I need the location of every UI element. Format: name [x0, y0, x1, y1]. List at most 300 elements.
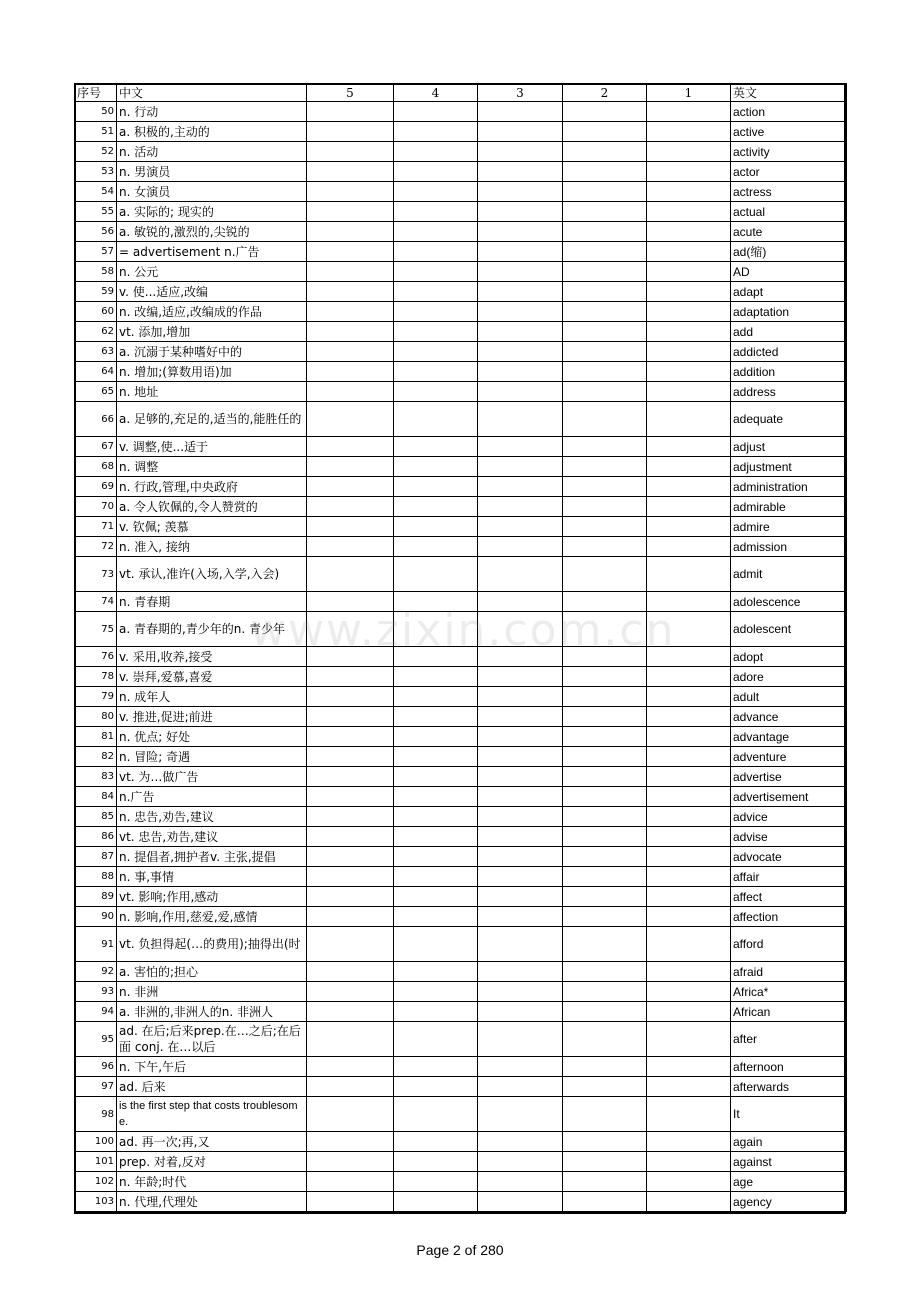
row-chinese: vt. 添加,增加 — [117, 322, 307, 342]
score-cell-4 — [394, 222, 478, 242]
row-chinese: a. 非洲的,非洲人的n. 非洲人 — [117, 1002, 307, 1022]
score-cell-5 — [307, 382, 394, 402]
row-english: advice — [731, 807, 847, 827]
row-chinese: vt. 为…做广告 — [117, 767, 307, 787]
row-english: adaptation — [731, 302, 847, 322]
row-english: African — [731, 1002, 847, 1022]
row-chinese: vt. 承认,准许(入场,入学,入会) — [117, 557, 307, 592]
score-cell-2 — [563, 1132, 647, 1152]
table-row — [75, 867, 847, 887]
score-cell-3 — [478, 1057, 563, 1077]
header-col-5: 5 — [307, 84, 394, 102]
row-english: add — [731, 322, 847, 342]
score-cell-1 — [647, 402, 731, 437]
score-cell-4 — [394, 402, 478, 437]
row-chinese: v. 崇拜,爱慕,喜爱 — [117, 667, 307, 687]
score-cell-5 — [307, 1022, 394, 1057]
score-cell-1 — [647, 1077, 731, 1097]
row-english: addicted — [731, 342, 847, 362]
score-cell-4 — [394, 807, 478, 827]
score-cell-2 — [563, 747, 647, 767]
score-cell-4 — [394, 122, 478, 142]
header-chinese: 中文 — [117, 84, 307, 102]
row-english: adopt — [731, 647, 847, 667]
score-cell-2 — [563, 302, 647, 322]
row-index: 102 — [75, 1172, 117, 1192]
table-row — [75, 402, 847, 437]
score-cell-4 — [394, 517, 478, 537]
score-cell-2 — [563, 342, 647, 362]
row-chinese: n. 非洲 — [117, 982, 307, 1002]
row-chinese: n. 年龄;时代 — [117, 1172, 307, 1192]
score-cell-1 — [647, 102, 731, 122]
row-index: 87 — [75, 847, 117, 867]
row-english: age — [731, 1172, 847, 1192]
score-cell-5 — [307, 807, 394, 827]
score-cell-1 — [647, 262, 731, 282]
score-cell-4 — [394, 322, 478, 342]
score-cell-5 — [307, 557, 394, 592]
row-index: 78 — [75, 667, 117, 687]
row-english: advertise — [731, 767, 847, 787]
row-chinese: ad. 再一次;再,又 — [117, 1132, 307, 1152]
score-cell-1 — [647, 887, 731, 907]
score-cell-2 — [563, 162, 647, 182]
row-index: 79 — [75, 687, 117, 707]
table-row — [75, 122, 847, 142]
score-cell-2 — [563, 222, 647, 242]
score-cell-1 — [647, 222, 731, 242]
score-cell-5 — [307, 927, 394, 962]
table-row — [75, 537, 847, 557]
score-cell-2 — [563, 1057, 647, 1077]
table-row — [75, 1132, 847, 1152]
row-index: 58 — [75, 262, 117, 282]
score-cell-4 — [394, 382, 478, 402]
table-row — [75, 907, 847, 927]
row-chinese: ad. 后来 — [117, 1077, 307, 1097]
row-english: agency — [731, 1192, 847, 1212]
score-cell-4 — [394, 707, 478, 727]
score-cell-5 — [307, 102, 394, 122]
score-cell-3 — [478, 437, 563, 457]
score-cell-5 — [307, 322, 394, 342]
row-english: active — [731, 122, 847, 142]
row-chinese: n. 公元 — [117, 262, 307, 282]
score-cell-4 — [394, 907, 478, 927]
row-english: adore — [731, 667, 847, 687]
score-cell-5 — [307, 122, 394, 142]
row-english: adequate — [731, 402, 847, 437]
score-cell-5 — [307, 827, 394, 847]
table-row — [75, 222, 847, 242]
table-row — [75, 687, 847, 707]
score-cell-5 — [307, 1002, 394, 1022]
score-cell-1 — [647, 497, 731, 517]
score-cell-4 — [394, 847, 478, 867]
score-cell-2 — [563, 282, 647, 302]
row-index: 71 — [75, 517, 117, 537]
score-cell-3 — [478, 342, 563, 362]
row-english: adjustment — [731, 457, 847, 477]
score-cell-2 — [563, 517, 647, 537]
score-cell-4 — [394, 1097, 478, 1132]
row-index: 67 — [75, 437, 117, 457]
score-cell-2 — [563, 687, 647, 707]
row-english: adult — [731, 687, 847, 707]
score-cell-2 — [563, 982, 647, 1002]
score-cell-1 — [647, 557, 731, 592]
score-cell-2 — [563, 962, 647, 982]
score-cell-3 — [478, 887, 563, 907]
row-english: affair — [731, 867, 847, 887]
header-col-2: 2 — [563, 84, 647, 102]
row-english: afford — [731, 927, 847, 962]
score-cell-3 — [478, 1152, 563, 1172]
score-cell-5 — [307, 182, 394, 202]
score-cell-3 — [478, 907, 563, 927]
row-index: 51 — [75, 122, 117, 142]
score-cell-2 — [563, 807, 647, 827]
score-cell-3 — [478, 222, 563, 242]
score-cell-4 — [394, 982, 478, 1002]
table-row — [75, 262, 847, 282]
score-cell-2 — [563, 827, 647, 847]
score-cell-1 — [647, 807, 731, 827]
table-row — [75, 102, 847, 122]
table-row — [75, 142, 847, 162]
row-english: admission — [731, 537, 847, 557]
watermark: www.zixin.com.cn — [250, 605, 676, 656]
score-cell-3 — [478, 102, 563, 122]
score-cell-5 — [307, 537, 394, 557]
row-english: against — [731, 1152, 847, 1172]
header-col-3: 3 — [478, 84, 563, 102]
score-cell-1 — [647, 1002, 731, 1022]
row-chinese: n. 行政,管理,中央政府 — [117, 477, 307, 497]
row-chinese: n. 事,事情 — [117, 867, 307, 887]
table-row — [75, 767, 847, 787]
score-cell-1 — [647, 342, 731, 362]
score-cell-4 — [394, 302, 478, 322]
row-english: advance — [731, 707, 847, 727]
score-cell-5 — [307, 242, 394, 262]
score-cell-5 — [307, 1057, 394, 1077]
row-english: action — [731, 102, 847, 122]
score-cell-4 — [394, 1152, 478, 1172]
row-chinese: is the first step that costs troublesome. — [117, 1097, 307, 1132]
score-cell-1 — [647, 787, 731, 807]
row-index: 63 — [75, 342, 117, 362]
table-row — [75, 827, 847, 847]
row-english: Africa* — [731, 982, 847, 1002]
table-row — [75, 382, 847, 402]
score-cell-4 — [394, 887, 478, 907]
row-index: 88 — [75, 867, 117, 887]
score-cell-2 — [563, 497, 647, 517]
row-chinese: a. 沉溺于某种嗜好中的 — [117, 342, 307, 362]
row-index: 93 — [75, 982, 117, 1002]
score-cell-4 — [394, 262, 478, 282]
score-cell-3 — [478, 807, 563, 827]
table-row — [75, 1152, 847, 1172]
row-chinese: n. 改编,适应,改编成的作品 — [117, 302, 307, 322]
row-index: 100 — [75, 1132, 117, 1152]
score-cell-3 — [478, 1077, 563, 1097]
row-english: acute — [731, 222, 847, 242]
row-english: actress — [731, 182, 847, 202]
score-cell-2 — [563, 907, 647, 927]
row-english: advocate — [731, 847, 847, 867]
row-index: 82 — [75, 747, 117, 767]
score-cell-1 — [647, 202, 731, 222]
score-cell-5 — [307, 342, 394, 362]
row-index: 97 — [75, 1077, 117, 1097]
score-cell-3 — [478, 402, 563, 437]
score-cell-5 — [307, 847, 394, 867]
score-cell-3 — [478, 382, 563, 402]
table-row — [75, 497, 847, 517]
row-english: addition — [731, 362, 847, 382]
row-chinese: a. 害怕的;担心 — [117, 962, 307, 982]
score-cell-5 — [307, 867, 394, 887]
score-cell-1 — [647, 747, 731, 767]
score-cell-1 — [647, 537, 731, 557]
table-row — [75, 517, 847, 537]
score-cell-4 — [394, 242, 478, 262]
score-cell-1 — [647, 907, 731, 927]
score-cell-5 — [307, 787, 394, 807]
score-cell-4 — [394, 1057, 478, 1077]
score-cell-2 — [563, 1022, 647, 1057]
table-row — [75, 437, 847, 457]
row-index: 83 — [75, 767, 117, 787]
score-cell-2 — [563, 537, 647, 557]
row-chinese: n. 代理,代理处 — [117, 1192, 307, 1212]
score-cell-2 — [563, 767, 647, 787]
row-english: activity — [731, 142, 847, 162]
header-col-4: 4 — [394, 84, 478, 102]
table-row — [75, 1077, 847, 1097]
row-chinese: a. 青春期的,青少年的n. 青少年 — [117, 612, 307, 647]
score-cell-2 — [563, 437, 647, 457]
row-index: 69 — [75, 477, 117, 497]
score-cell-3 — [478, 322, 563, 342]
table-row — [75, 242, 847, 262]
row-index: 65 — [75, 382, 117, 402]
row-index: 101 — [75, 1152, 117, 1172]
row-index: 86 — [75, 827, 117, 847]
score-cell-5 — [307, 362, 394, 382]
score-cell-1 — [647, 142, 731, 162]
row-chinese: n. 调整 — [117, 457, 307, 477]
score-cell-3 — [478, 517, 563, 537]
row-index: 50 — [75, 102, 117, 122]
score-cell-1 — [647, 927, 731, 962]
score-cell-3 — [478, 362, 563, 382]
score-cell-4 — [394, 667, 478, 687]
row-chinese: n. 冒险; 奇遇 — [117, 747, 307, 767]
score-cell-5 — [307, 142, 394, 162]
row-chinese: a. 足够的,充足的,适当的,能胜任的 — [117, 402, 307, 437]
score-cell-5 — [307, 962, 394, 982]
score-cell-1 — [647, 162, 731, 182]
score-cell-2 — [563, 102, 647, 122]
table-row — [75, 342, 847, 362]
row-english: actual — [731, 202, 847, 222]
row-chinese: n. 准入, 接纳 — [117, 537, 307, 557]
row-chinese: v. 调整,使...适于 — [117, 437, 307, 457]
row-index: 62 — [75, 322, 117, 342]
table-row — [75, 1022, 847, 1057]
score-cell-2 — [563, 1097, 647, 1132]
row-index: 91 — [75, 927, 117, 962]
table-row — [75, 477, 847, 497]
score-cell-5 — [307, 457, 394, 477]
score-cell-3 — [478, 262, 563, 282]
row-english: after — [731, 1022, 847, 1057]
score-cell-5 — [307, 887, 394, 907]
row-chinese: v. 钦佩; 羡慕 — [117, 517, 307, 537]
score-cell-1 — [647, 982, 731, 1002]
score-cell-2 — [563, 382, 647, 402]
row-chinese: a. 敏锐的,激烈的,尖锐的 — [117, 222, 307, 242]
table-row — [75, 162, 847, 182]
row-english: admit — [731, 557, 847, 592]
score-cell-3 — [478, 927, 563, 962]
row-index: 72 — [75, 537, 117, 557]
score-cell-3 — [478, 302, 563, 322]
row-index: 54 — [75, 182, 117, 202]
score-cell-2 — [563, 667, 647, 687]
row-index: 96 — [75, 1057, 117, 1077]
row-chinese: vt. 影响;作用,感动 — [117, 887, 307, 907]
row-chinese: v. 使...适应,改编 — [117, 282, 307, 302]
row-chinese: n. 行动 — [117, 102, 307, 122]
score-cell-2 — [563, 847, 647, 867]
score-cell-2 — [563, 122, 647, 142]
score-cell-5 — [307, 747, 394, 767]
score-cell-3 — [478, 1132, 563, 1152]
row-english: adapt — [731, 282, 847, 302]
score-cell-4 — [394, 827, 478, 847]
score-cell-5 — [307, 282, 394, 302]
score-cell-3 — [478, 497, 563, 517]
row-chinese: n. 成年人 — [117, 687, 307, 707]
score-cell-5 — [307, 1172, 394, 1192]
row-chinese: ad. 在后;后来prep.在…之后;在后面 conj. 在…以后 — [117, 1022, 307, 1057]
score-cell-5 — [307, 477, 394, 497]
row-chinese: vt. 忠告,劝告,建议 — [117, 827, 307, 847]
score-cell-2 — [563, 182, 647, 202]
score-cell-1 — [647, 687, 731, 707]
row-index: 92 — [75, 962, 117, 982]
score-cell-5 — [307, 727, 394, 747]
table-row — [75, 962, 847, 982]
row-index: 55 — [75, 202, 117, 222]
score-cell-4 — [394, 767, 478, 787]
score-cell-2 — [563, 887, 647, 907]
row-english: adventure — [731, 747, 847, 767]
row-english: address — [731, 382, 847, 402]
score-cell-3 — [478, 1097, 563, 1132]
score-cell-3 — [478, 1192, 563, 1212]
table-row — [75, 1097, 847, 1132]
header-col-1: 1 — [647, 84, 731, 102]
row-chinese: n. 活动 — [117, 142, 307, 162]
row-chinese: a. 积极的,主动的 — [117, 122, 307, 142]
table-row — [75, 982, 847, 1002]
score-cell-1 — [647, 242, 731, 262]
score-cell-5 — [307, 1132, 394, 1152]
score-cell-1 — [647, 477, 731, 497]
score-cell-1 — [647, 362, 731, 382]
score-cell-1 — [647, 1192, 731, 1212]
score-cell-5 — [307, 497, 394, 517]
row-chinese: n.广告 — [117, 787, 307, 807]
score-cell-4 — [394, 787, 478, 807]
row-index: 98 — [75, 1097, 117, 1132]
row-english: admirable — [731, 497, 847, 517]
score-cell-3 — [478, 707, 563, 727]
row-index: 73 — [75, 557, 117, 592]
row-index: 70 — [75, 497, 117, 517]
table-row — [75, 807, 847, 827]
score-cell-1 — [647, 1097, 731, 1132]
table-row — [75, 202, 847, 222]
header-row — [75, 84, 847, 102]
row-chinese: n. 地址 — [117, 382, 307, 402]
table-row — [75, 457, 847, 477]
row-index: 68 — [75, 457, 117, 477]
score-cell-2 — [563, 142, 647, 162]
score-cell-4 — [394, 1172, 478, 1192]
row-index: 103 — [75, 1192, 117, 1212]
score-cell-1 — [647, 867, 731, 887]
row-english: adolescent — [731, 612, 847, 647]
row-english: affection — [731, 907, 847, 927]
score-cell-3 — [478, 827, 563, 847]
score-cell-3 — [478, 747, 563, 767]
row-index: 95 — [75, 1022, 117, 1057]
score-cell-3 — [478, 1002, 563, 1022]
table-row — [75, 667, 847, 687]
score-cell-4 — [394, 557, 478, 592]
score-cell-3 — [478, 767, 563, 787]
score-cell-1 — [647, 1172, 731, 1192]
score-cell-5 — [307, 162, 394, 182]
score-cell-1 — [647, 667, 731, 687]
row-index: 81 — [75, 727, 117, 747]
score-cell-5 — [307, 982, 394, 1002]
score-cell-4 — [394, 867, 478, 887]
score-cell-5 — [307, 1077, 394, 1097]
score-cell-3 — [478, 162, 563, 182]
row-english: adolescence — [731, 592, 847, 612]
row-english: adjust — [731, 437, 847, 457]
score-cell-2 — [563, 1152, 647, 1172]
row-english: again — [731, 1132, 847, 1152]
row-chinese: v. 推进,促进;前进 — [117, 707, 307, 727]
row-index: 85 — [75, 807, 117, 827]
score-cell-2 — [563, 707, 647, 727]
row-chinese: n. 提倡者,拥护者v. 主张,提倡 — [117, 847, 307, 867]
score-cell-2 — [563, 322, 647, 342]
score-cell-1 — [647, 1057, 731, 1077]
score-cell-3 — [478, 727, 563, 747]
score-cell-2 — [563, 927, 647, 962]
header-english: 英文 — [731, 84, 847, 102]
